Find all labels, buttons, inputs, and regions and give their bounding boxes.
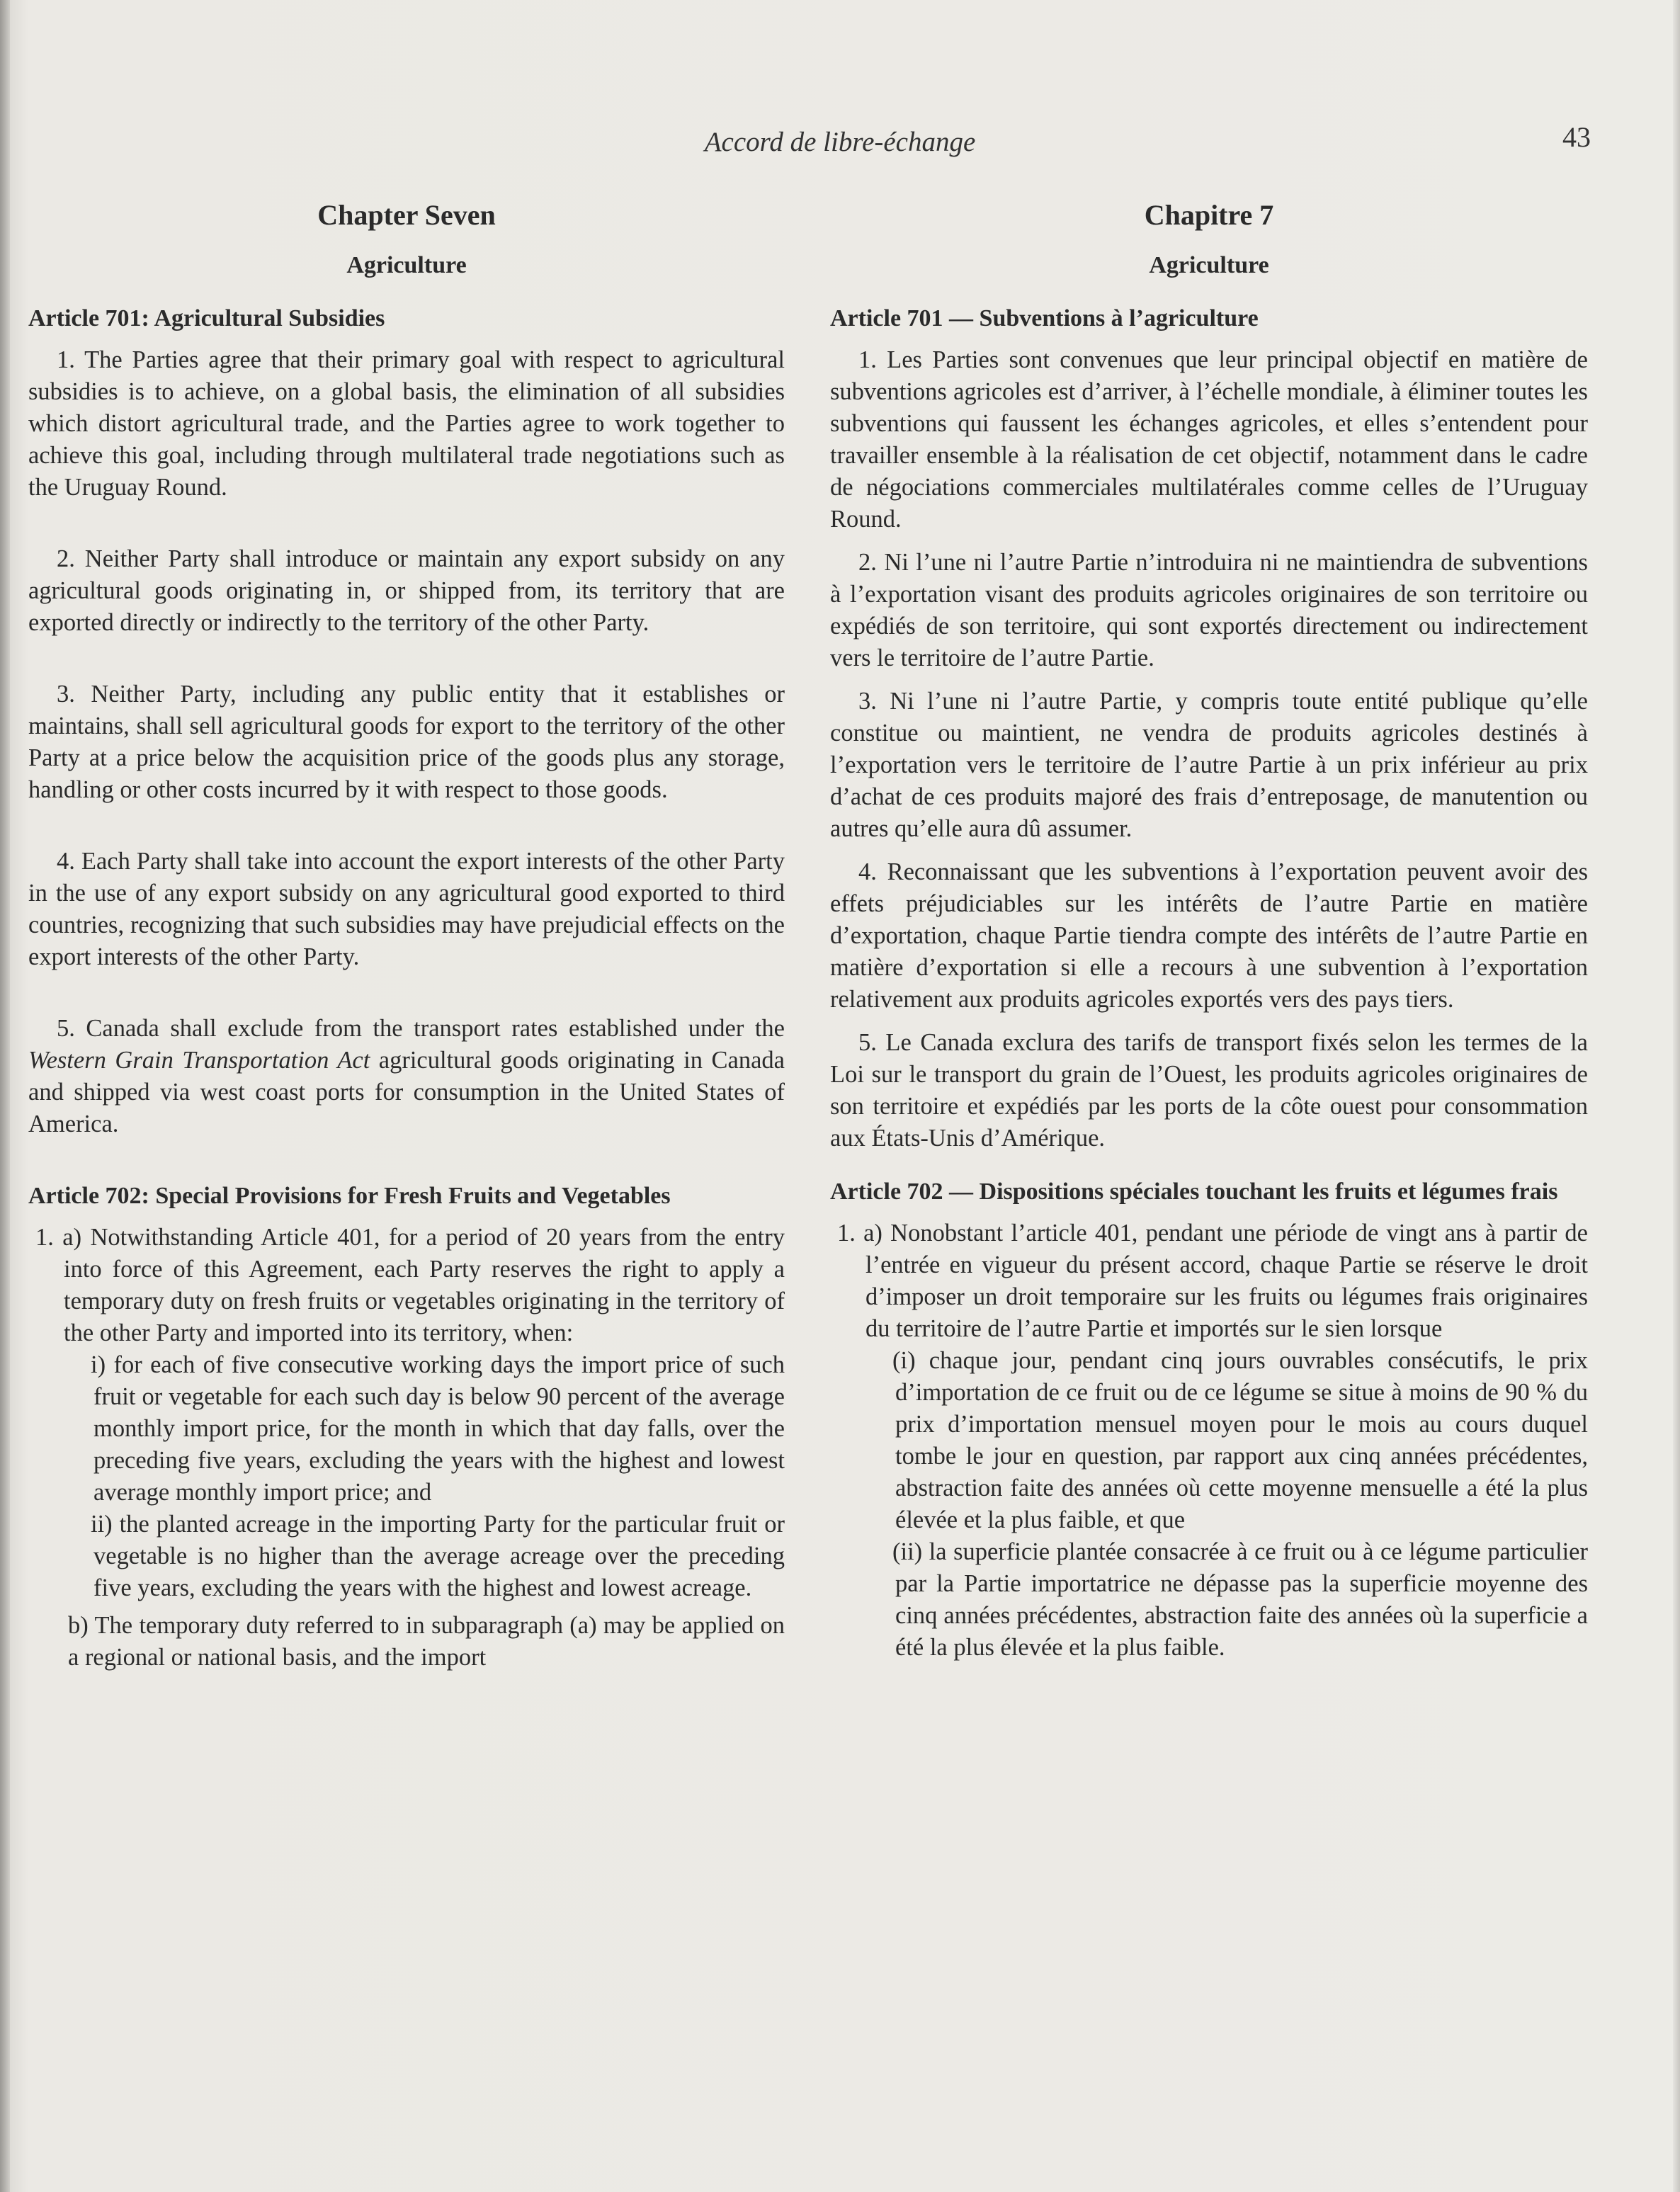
running-head: Accord de libre-échange	[704, 127, 976, 157]
article-701-heading-en: Article 701: Agricultural Subsidies	[28, 305, 385, 331]
article-701-paragraph-1-fr: 1. Les Parties sont convenues que leur principal objectif en matière de subventions agricoles est d’arriver, à l’échelle mondiale, à éliminer toutes les subventions qui faussent les échanges agricoles, et elles s’entendent pour travailler ensemble à la réalisation de cet objectif, notamment dans le cadre de négociations commerciales multilatérales comme celles de l’Uruguay Round.	[830, 346, 1588, 533]
english-column	[28, 198, 785, 1674]
article-702-1b-en: b) The temporary duty referred to in subparagraph (a) may be applied on a regional or national basis, and the import	[68, 1612, 785, 1671]
chapter-title-en: Chapter Seven	[317, 199, 496, 231]
article-702-1a-fr: 1. a) Nonobstant l’article 401, pendant une période de vingt ans à partir de l’entrée en vigueur du présent accord, chaque Partie se réserve le droit d’imposer un droit temporaire sur les fruits ou légumes frais originaires du territoire de l’autre Partie et importés sur le sien lorsque	[837, 1220, 1588, 1342]
paragraph-5-text-b: agricultural goods originating in Canada and shipped via west coast ports for consumption in the United States of America.	[28, 1047, 785, 1137]
article-701-paragraph-5-fr: 5. Le Canada exclura des tarifs de transport fixés selon les termes de la Loi sur le transport du grain de l’Ouest, les produits agricoles originaires de son territoire et expédiés par les ports de la côte ouest pour consommation aux États-Unis d’Amérique.	[830, 1029, 1588, 1152]
paragraph-5-text-a: 5. Canada shall exclude from the transport rates established under the	[57, 1015, 785, 1042]
article-702-1a-ii-fr: (ii) la superficie plantée consacrée à ce fruit ou à ce légume particulier par la Partie importatrice ne dépasse pas la superficie moyenne des cinq années précédentes, abstraction faite des années où la superficie a été la plus élevée et la plus faible.	[892, 1538, 1588, 1661]
article-702-1a-en: 1. a) Notwithstanding Article 401, for a period of 20 years from the entry into force of this Agreement, each Party reserves the right to apply a temporary duty on fresh fruits or vegetables originating in the territory of the other Party and imported into its territory, when:	[35, 1224, 785, 1346]
chapter-subtitle-fr: Agriculture	[1149, 252, 1269, 278]
article-702-heading-en: Article 702: Special Provisions for Fresh Fruits and Vegetables	[28, 1183, 671, 1209]
act-title: Western Grain Transportation Act	[28, 1047, 370, 1074]
article-701-paragraph-3-en: 3. Neither Party, including any public entity that it establishes or maintains, shall sell agricultural goods for export to the territory of the other Party at a price below the acquisition price of the goods plus any storage, handling or other costs incurred by it with respect to those goods.	[28, 681, 785, 803]
french-column	[830, 198, 1588, 1664]
page-number: 43	[1562, 121, 1591, 153]
article-701-paragraph-5-en	[28, 1013, 785, 1140]
article-701-paragraph-3-fr: 3. Ni l’une ni l’autre Partie, y compris toute entité publique qu’elle constitue ou maintient, ne vendra de produits agricoles destinés à l’exportation vers le territoire de l’autre Partie à un prix inférieur au prix d’achat de ces produits majoré des frais d’entreposage, de manutention ou autres qu’elle aura dû assumer.	[830, 688, 1588, 842]
article-702-1a-ii-en: ii) the planted acreage in the importing Party for the particular fruit or vegetable is no higher than the average acreage over the preceding five years, excluding the years with the highest and lowest acreage.	[91, 1511, 785, 1601]
article-701-paragraph-4-fr: 4. Reconnaissant que les subventions à l’exportation peuvent avoir des effets préjudiciables sur les intérêts de l’autre Partie en matière d’exportation, chaque Partie tiendra compte des intérêts de l’autre Partie en matière d’exportation si elle a recours à une subvention à l’exportation relativement aux produits agricoles exportés vers des pays tiers.	[830, 858, 1588, 1013]
article-701-heading-fr: Article 701 — Subventions à l’agriculture	[830, 305, 1259, 331]
article-702-1a-i-en: i) for each of five consecutive working days the import price of such fruit or vegetable for each such day is below 90 percent of the average monthly import price, for the month in which that day falls, over the preceding five years, excluding the years with the highest and lowest average monthly import price; and	[91, 1351, 785, 1506]
article-702-1a-i-fr: (i) chaque jour, pendant cinq jours ouvrables consécutifs, le prix d’importation de ce fruit ou de ce légume se situe à moins de 90 % du prix d’importation mensuel moyen pour le mois au cours duquel tombe le jour en question, par rapport aux cinq années précédentes, abstraction faite des années où cette moyenne mensuelle a été la plus élevée et la plus faible, et que	[892, 1347, 1588, 1533]
article-701-paragraph-4-en: 4. Each Party shall take into account the export interests of the other Party in the use of any export subsidy on any agricultural good exported to third countries, recognizing that such subsidies may have prejudicial effects on the export interests of the other Party.	[28, 848, 785, 970]
article-701-paragraph-2-fr: 2. Ni l’une ni l’autre Partie n’introduira ni ne maintiendra de subventions à l’exportation visant des produits agricoles originaires de son territoire ou expédiés de son territoire, qui sont exportés directement ou indirectement vers le territoire de l’autre Partie.	[830, 549, 1588, 671]
chapter-subtitle-en: Agriculture	[346, 252, 467, 278]
chapter-title-fr: Chapitre 7	[1144, 199, 1274, 231]
book-spine-shadow	[0, 0, 10, 2192]
article-701-paragraph-1-en: 1. The Parties agree that their primary goal with respect to agricultural subsidies is to achieve, on a global basis, the elimination of all subsidies which distort agricultural trade, and the Parties agree to work together to achieve this goal, including through multilateral trade negotiations such as the Uruguay Round.	[28, 346, 785, 501]
article-702-heading-fr: Article 702 — Dispositions spéciales touchant les fruits et légumes frais	[830, 1179, 1558, 1205]
article-701-paragraph-2-en: 2. Neither Party shall introduce or maintain any export subsidy on any agricultural goods originating in, or shipped from, its territory that are exported directly or indirectly to the territory of the other Party.	[28, 545, 785, 636]
page-edge	[1673, 0, 1680, 2192]
